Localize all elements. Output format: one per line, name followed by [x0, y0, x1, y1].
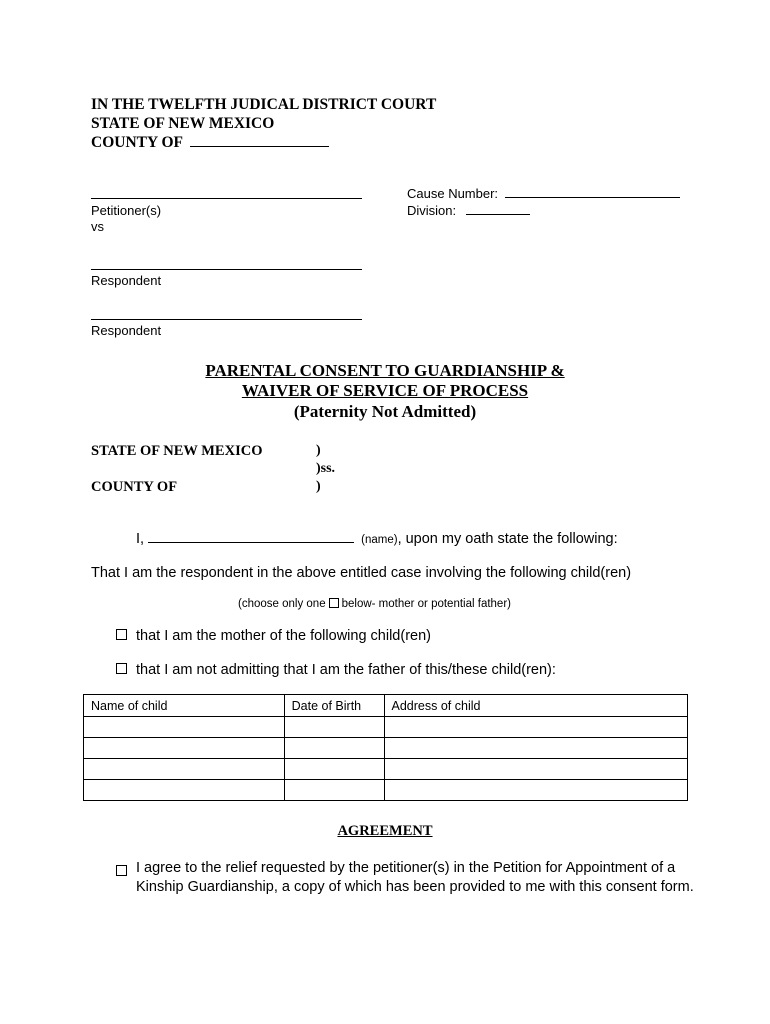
court-state: STATE OF NEW MEXICO [91, 115, 275, 132]
court-name: IN THE TWELFTH JUDICAL DISTRICT COURT [91, 96, 437, 113]
child-name-cell[interactable] [84, 780, 285, 801]
name-blank[interactable] [148, 531, 354, 543]
cause-number-label: Cause Number: [407, 186, 499, 201]
venue-paren-1: ) [316, 443, 321, 458]
venue-ss: )ss. [316, 461, 336, 476]
choose-note: (choose only one below- mother or potential father) [238, 598, 511, 610]
checkbox-icon [329, 598, 339, 608]
respondent-label-2: Respondent [91, 323, 162, 338]
header-name-of-child: Name of child [84, 695, 285, 717]
title-line-1: PARENTAL CONSENT TO GUARDIANSHIP & [205, 361, 565, 380]
table-row [84, 738, 688, 759]
option-father-label: that I am not admitting that I am the father of this/these child(ren): [136, 662, 556, 678]
agreement-checkbox[interactable] [116, 865, 127, 876]
respondent-line-1[interactable] [91, 269, 362, 270]
title-line-3: (Paternity Not Admitted) [293, 402, 477, 421]
children-table [83, 694, 688, 801]
court-county-label: COUNTY OF [91, 134, 183, 151]
oath-statement [136, 531, 618, 547]
venue-state: STATE OF NEW MEXICO [91, 443, 263, 459]
venue-paren-3: ) [316, 479, 321, 494]
table-row [84, 780, 688, 801]
child-address-cell[interactable] [384, 759, 687, 780]
vs-label: vs [91, 219, 104, 234]
court-county [91, 133, 329, 152]
child-address-cell[interactable] [384, 738, 687, 759]
county-blank[interactable] [190, 133, 329, 147]
mother-checkbox[interactable] [116, 629, 127, 640]
division-label: Division: [407, 203, 457, 218]
header-date-of-birth: Date of Birth [284, 695, 384, 717]
child-address-cell[interactable] [384, 780, 687, 801]
division-blank[interactable] [466, 203, 530, 215]
option-father [116, 662, 556, 678]
child-dob-cell[interactable] [284, 738, 384, 759]
petitioner-label: Petitioner(s) [91, 203, 162, 218]
child-dob-cell[interactable] [284, 759, 384, 780]
agreement-checkbox-wrap [116, 863, 127, 881]
table-row [84, 759, 688, 780]
option-mother-label: that I am the mother of the following child(ren) [136, 628, 431, 644]
child-name-cell[interactable] [84, 738, 285, 759]
respondent-line-2[interactable] [91, 319, 362, 320]
child-dob-cell[interactable] [284, 717, 384, 738]
agreement-text: I agree to the relief requested by the petitioner(s) in the Petition for Appointment of a Kinship Guardianship, a copy of which has been provided to me with this consent form. [136, 860, 694, 895]
respondent-label-1: Respondent [91, 273, 162, 288]
respondent-statement: That I am the respondent in the above entitled case involving the following child(ren) [91, 565, 632, 581]
petitioner-line[interactable] [91, 198, 362, 199]
table-row [84, 717, 688, 738]
name-hint: (name) [361, 534, 398, 546]
child-name-cell[interactable] [84, 759, 285, 780]
cause-number-blank[interactable] [505, 186, 680, 198]
agreement-heading: AGREEMENT [337, 823, 433, 839]
option-mother [116, 628, 431, 644]
child-name-cell[interactable] [84, 717, 285, 738]
oath-prefix: I, [136, 531, 145, 547]
venue-county: COUNTY OF [91, 479, 178, 495]
header-address-of-child: Address of child [384, 695, 687, 717]
division-field [407, 203, 530, 218]
title-line-2: WAIVER OF SERVICE OF PROCESS [241, 381, 529, 400]
father-checkbox[interactable] [116, 663, 127, 674]
oath-suffix: , upon my oath state the following: [397, 531, 618, 547]
child-address-cell[interactable] [384, 717, 687, 738]
table-header-row [84, 695, 688, 717]
child-dob-cell[interactable] [284, 780, 384, 801]
cause-number-field [407, 186, 680, 201]
